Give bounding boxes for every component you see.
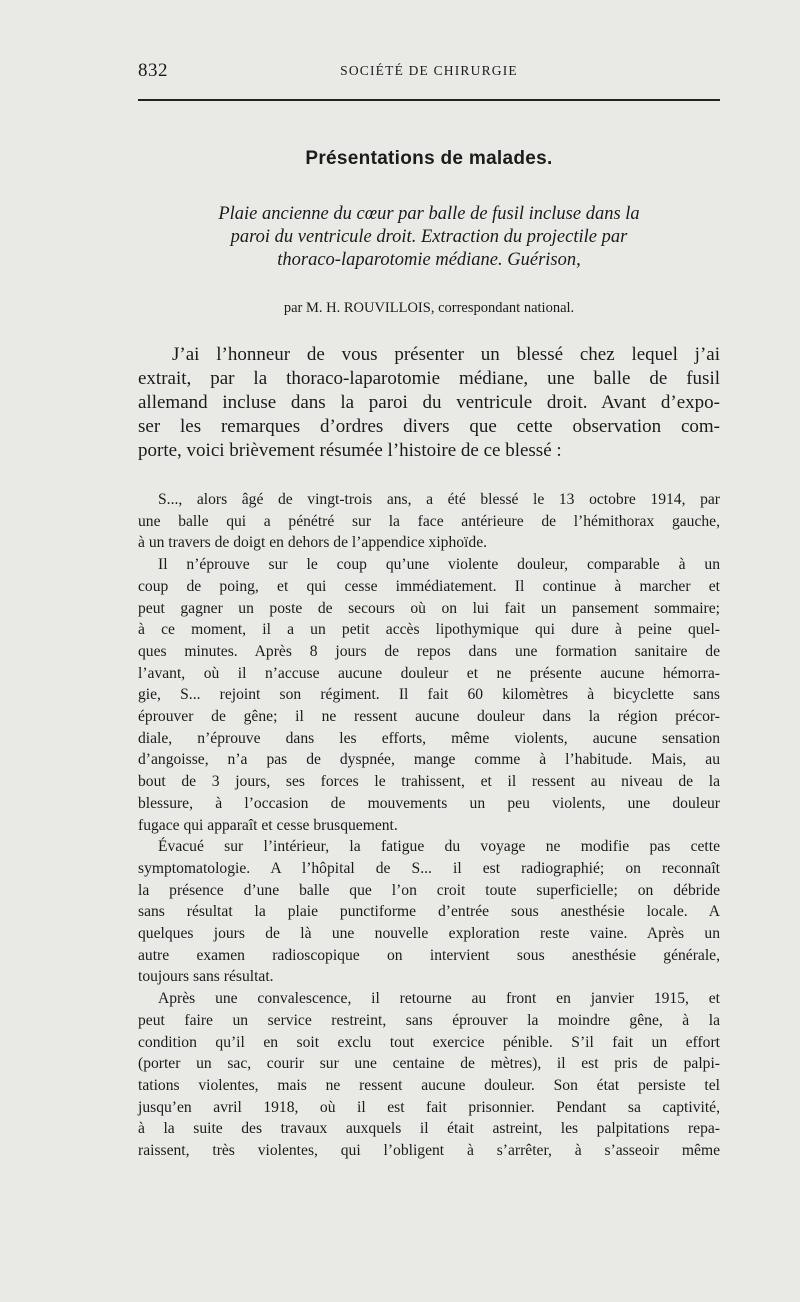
article-title-line: paroi du ventricule droit. Extraction du projectile par (230, 227, 628, 247)
text-line: fugace qui apparaît et cesse brusquement. (138, 816, 398, 834)
text-line: jusqu’en avril 1918, où il est fait prisonnier. Pendant sa captivité, (138, 1098, 720, 1116)
case-report (138, 489, 720, 1162)
article-title (150, 203, 708, 272)
text-line: blessure, à l’occasion de mouvements un peu violents, une douleur (138, 794, 720, 812)
article-title-line: Plaie ancienne du cœur par balle de fusil incluse dans la (218, 204, 640, 224)
header-rule (138, 99, 720, 101)
text-line: coup de poing, et qui cesse immédiatement. Il continue à marcher et (138, 577, 720, 595)
page-number: 832 (138, 60, 168, 81)
running-head (138, 60, 720, 84)
text-line: peut faire un service restreint, sans éprouver la moindre gêne, à la (138, 1011, 720, 1029)
text-line: extrait, par la thoraco-laparotomie médiane, une balle de fusil (138, 368, 720, 389)
article-title-line: thoraco-laparotomie médiane. Guérison, (277, 250, 581, 270)
text-line: tations violentes, mais ne ressent aucune douleur. Son état persiste tel (138, 1076, 720, 1094)
text-line: condition qu’il en soit exclu tout exercice pénible. S’il fait un effort (138, 1033, 720, 1051)
section-title: Présentations de malades. (305, 148, 553, 169)
text-line: à ce moment, il a un petit accès lipothymique qui dure à peine quel- (138, 621, 720, 639)
text-line: toujours sans résultat. (138, 968, 274, 986)
text-line: porte, voici brièvement résumée l’histoire de ce blessé : (138, 440, 562, 461)
text-line: gie, S... rejoint son régiment. Il fait 60 kilomètres à bicyclette sans (138, 686, 720, 704)
text-line: à un travers de doigt en dehors de l’appendice xiphoïde. (138, 534, 488, 552)
intro-paragraph (138, 343, 720, 463)
text-line: (porter un sac, courir sur une centaine de mètres), il est pris de palpi- (138, 1055, 720, 1073)
text-line: une balle qui a pénétré sur la face antérieure de l’hémithorax gauche, (138, 512, 720, 530)
text-line: quelques jours de là une nouvelle exploration reste vaine. Après un (138, 925, 720, 943)
text-line: allemand incluse dans la paroi du ventricule droit. Avant d’expo- (138, 392, 720, 413)
text-line: peut gagner un poste de secours où on lui fait un pansement sommaire; (138, 599, 720, 617)
text-line: Évacué sur l’intérieur, la fatigue du voyage ne modifie pas cette (158, 838, 720, 856)
text-line: S..., alors âgé de vingt-trois ans, a été blessé le 13 octobre 1914, par (158, 491, 720, 508)
text-line: l’avant, où il n’accuse aucune douleur et ne présente aucune hémorra- (138, 664, 720, 682)
text-line: symptomatologie. A l’hôpital de S... il est radiographié; on reconnaît (138, 859, 720, 877)
text-line: ques minutes. Après 8 jours de repos dans une formation sanitaire de (138, 642, 720, 660)
byline: par M. H. ROUVILLOIS, correspondant national. (283, 300, 575, 316)
text-line: autre examen radioscopique on intervient sous anesthésie générale, (138, 946, 720, 964)
text-line: J’ai l’honneur de vous présenter un blessé chez lequel j’ai (172, 344, 720, 365)
text-line: à la suite des travaux auxquels il était astreint, les palpitations repa- (138, 1120, 720, 1138)
text-line: bout de 3 jours, ses forces le trahissent, et il ressent au niveau de la (138, 773, 720, 791)
running-title: SOCIÉTÉ DE CHIRURGIE (340, 63, 518, 78)
text-line: Il n’éprouve sur le coup qu’une violente douleur, comparable à un (158, 556, 720, 574)
text-line: sans résultat la plaie punctiforme d’entrée sous anesthésie locale. A (138, 903, 720, 921)
text-line: diale, n’éprouve dans les efforts, même violents, aucune sensation (138, 729, 720, 747)
text-line: la présence d’une balle que l’on croit toute superficielle; on débride (138, 881, 720, 899)
text-line: d’angoisse, n’a pas de dyspnée, mange comme à l’habitude. Mais, au (138, 751, 720, 769)
text-line: éprouver de gêne; il ne ressent aucune douleur dans la région précor- (138, 708, 720, 726)
text-line: ser les remarques d’ordres divers que cette observation com- (138, 416, 720, 437)
text-line: Après une convalescence, il retourne au front en janvier 1915, et (158, 990, 720, 1008)
text-line: raissent, très violentes, qui l’obligent à s’arrêter, à s’asseoir même (138, 1142, 720, 1160)
